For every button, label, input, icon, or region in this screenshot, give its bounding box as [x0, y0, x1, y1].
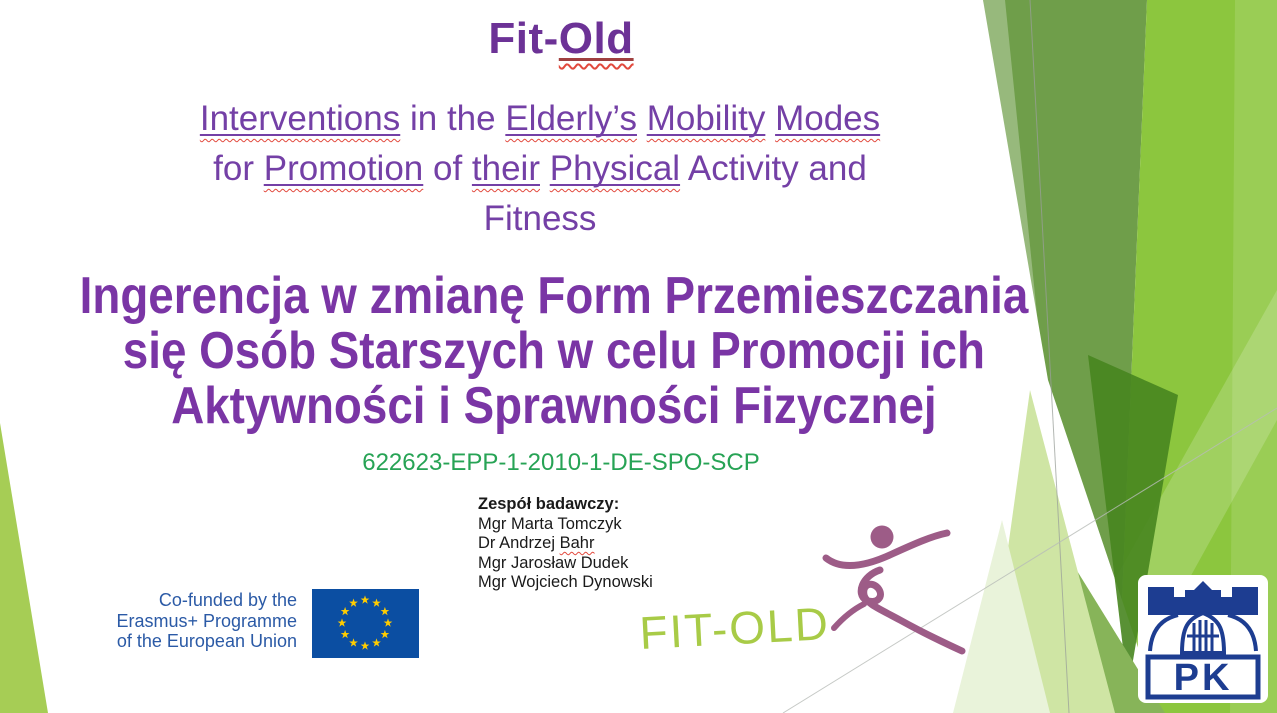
runner-figure-icon [812, 498, 1002, 678]
runner-back-leg [834, 604, 864, 628]
pk-left-arch [1150, 615, 1178, 651]
project-code: 622623-EPP-1-2010-1-DE-SPO-SCP [362, 449, 760, 476]
fitold-logo-text: FIT-OLD [638, 597, 832, 660]
eu-funding-line-3: of the European Union [116, 631, 297, 651]
research-team [478, 495, 653, 593]
runner-head [871, 526, 894, 549]
subtitle-line-1: Interventions in the Elderly’s Mobility Modes [199, 99, 881, 138]
title-polish [0, 269, 1108, 434]
eu-funding-line-2: Erasmus+ Programme [116, 610, 297, 631]
subtitle-line-2: for Promotion of their Physical Activity and [213, 149, 867, 188]
pk-text: PK [1173, 657, 1233, 699]
eu-funding-text [60, 590, 297, 652]
pk-logo [1138, 575, 1268, 703]
team-member: Mgr Jarosław Dudek [478, 553, 629, 572]
team-heading: Zespół badawczy: [478, 495, 620, 513]
slide-title: Fit-Old [488, 14, 634, 63]
polish-line-2: się Osób Starszych w celu Promocji ich [122, 322, 986, 380]
subtitle-line-3: Fitness [483, 199, 597, 238]
team-member: Mgr Marta Tomczyk [478, 514, 622, 533]
eu-funding-line-1: Co-funded by the [158, 590, 297, 610]
polish-line-1: Ingerencja w zmianę Form Przemieszczania [79, 267, 1029, 325]
eu-flag-icon [312, 589, 419, 658]
pk-center-arch [1182, 613, 1224, 653]
runner-body-front-leg [861, 570, 962, 651]
pk-right-arch [1228, 615, 1256, 651]
pk-emblem-icon [1138, 575, 1268, 703]
team-member: Dr Andrzej Bahr [478, 534, 595, 552]
team-member: Mgr Wojciech Dynowski [478, 573, 653, 591]
pk-battlement [1148, 581, 1258, 615]
polish-line-3: Aktywności i Sprawności Fizycznej [171, 377, 937, 435]
subtitle-english [0, 94, 1080, 244]
